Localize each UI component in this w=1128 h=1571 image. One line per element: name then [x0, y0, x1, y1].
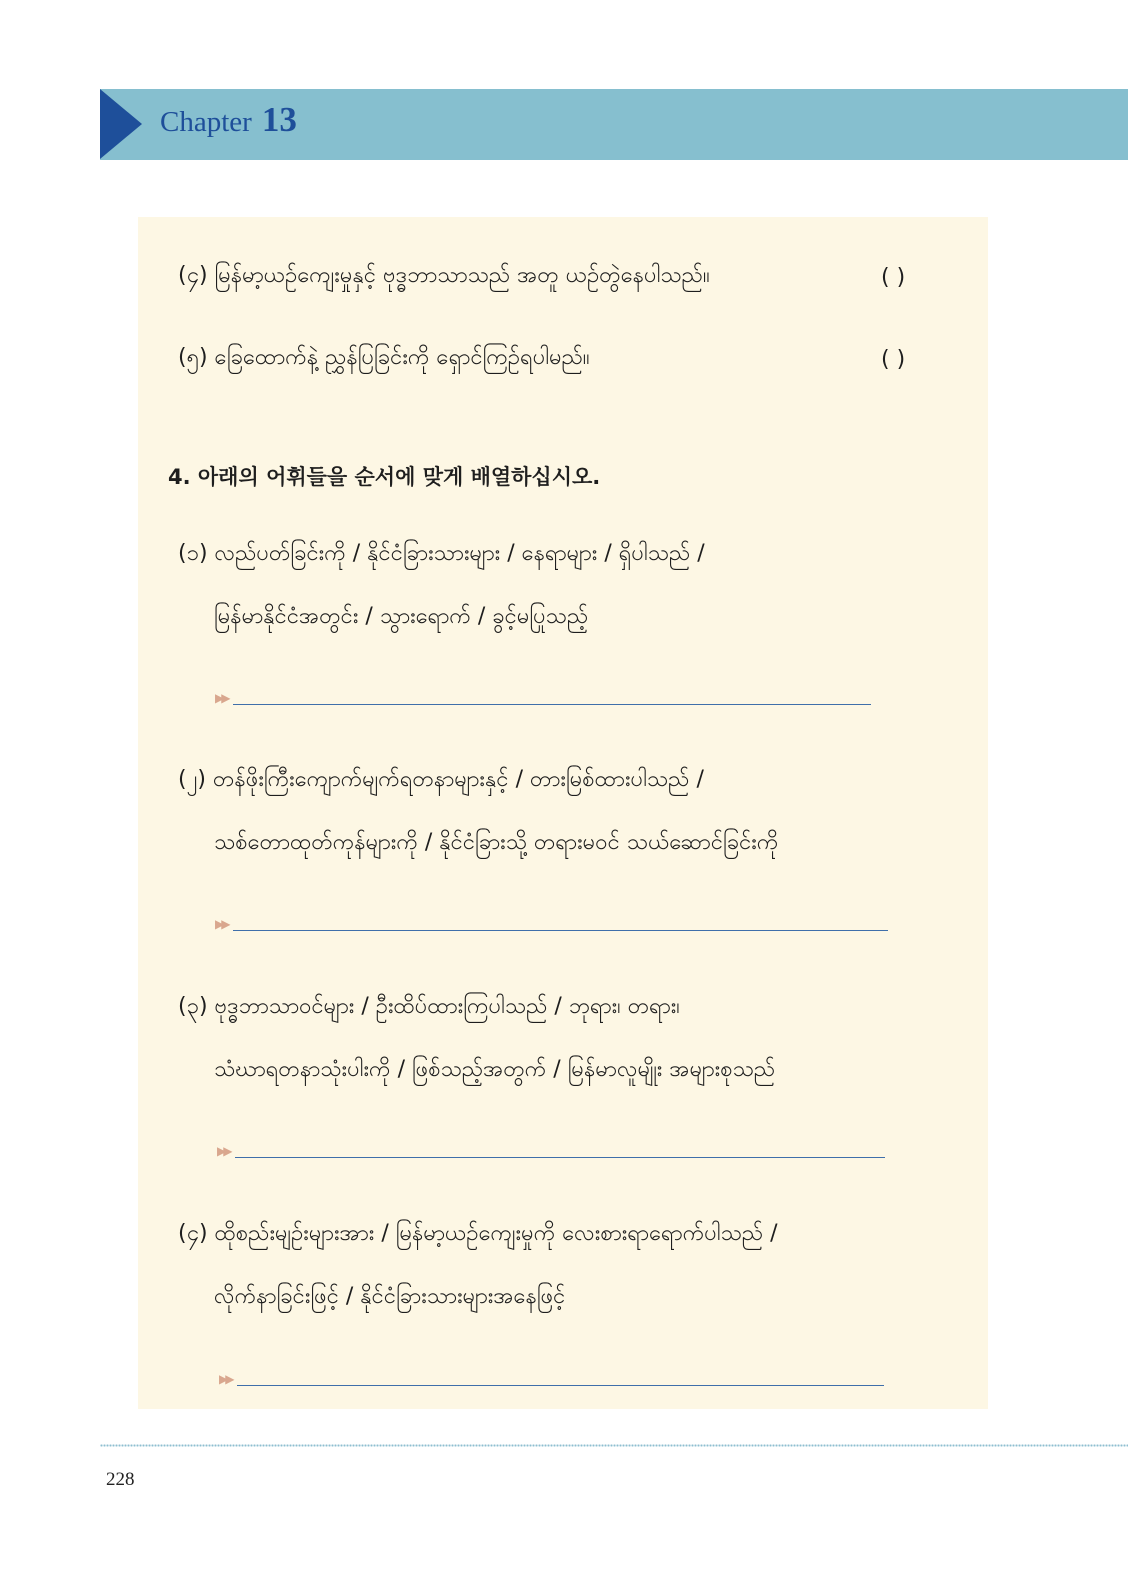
order-item-1-line1: (၁) လည်ပတ်ခြင်းကို / နိုင်ငံခြားသားများ / နေရာများ / ရှိပါသည် / [178, 541, 705, 566]
order-item-4-line1: (၄) ထိုစည်းမျဉ်းများအား / မြန်မာ့ယဉ်ကျေးမှုကို လေးစားရာရောက်ပါသည် / [178, 1221, 778, 1246]
chapter-number: 13 [261, 100, 297, 139]
page-number: 228 [106, 1469, 135, 1490]
tf-item-5: (၅) ခြေထောက်နဲ့ ညွှန်ပြခြင်းကို ရှောင်ကြဉ်ရပါမည်။ [178, 345, 590, 370]
footer-dotted-divider [100, 1443, 1128, 1448]
order-item-1-line2: မြန်မာနိုင်ငံအတွင်း / သွားရောက် / ခွင့်မပြုသည့် [214, 604, 589, 629]
tf-answer-5[interactable]: ( ) [881, 347, 906, 372]
answer-rule [233, 930, 888, 931]
order-item-3-line1: (၃) ဗုဒ္ဓဘာသာဝင်များ / ဦးထိပ်ထားကြပါသည် / ဘုရား၊ တရား၊ [178, 994, 680, 1019]
order-item-4-line2: လိုက်နာခြင်းဖြင့် / နိုင်ငံခြားသားများအနေဖြင့် [214, 1284, 566, 1309]
chapter-word: Chapter [160, 106, 252, 138]
double-arrow-icon: ▶▶ [219, 1372, 232, 1386]
answer-line-2[interactable] [215, 911, 888, 931]
order-item-2-line1: (၂) တန်ဖိုးကြီးကျောက်မျက်ရတနာများနှင့် / တားမြစ်ထားပါသည် / [178, 767, 704, 792]
double-arrow-icon: ▶▶ [215, 691, 228, 705]
chapter-arrow-icon [100, 89, 142, 159]
answer-line-1[interactable] [215, 685, 871, 705]
section-4-heading: 4. 아래의 어휘들을 순서에 맞게 배열하십시오. [168, 465, 601, 489]
tf-answer-4[interactable]: ( ) [881, 265, 906, 290]
double-arrow-icon: ▶▶ [215, 917, 228, 931]
order-item-2-line2: သစ်တောထုတ်ကုန်များကို / နိုင်ငံခြားသို့ တရားမဝင် သယ်ဆောင်ခြင်းကို [214, 830, 779, 855]
chapter-title [160, 100, 297, 148]
answer-line-4[interactable] [219, 1366, 884, 1386]
order-item-3-line2: သံဃာရတနာသုံးပါးကို / ဖြစ်သည့်အတွက် / မြန်မာလူမျိုး အများစုသည် [214, 1057, 776, 1082]
double-arrow-icon: ▶▶ [217, 1144, 230, 1158]
answer-rule [235, 1157, 885, 1158]
answer-rule [237, 1385, 884, 1386]
answer-line-3[interactable] [217, 1138, 885, 1158]
tf-item-4: (၄) မြန်မာ့ယဉ်ကျေးမှုနှင့် ဗုဒ္ဓဘာသာသည် အတူ ယဉ်တွဲနေပါသည်။ [178, 263, 710, 288]
answer-rule [233, 704, 871, 705]
